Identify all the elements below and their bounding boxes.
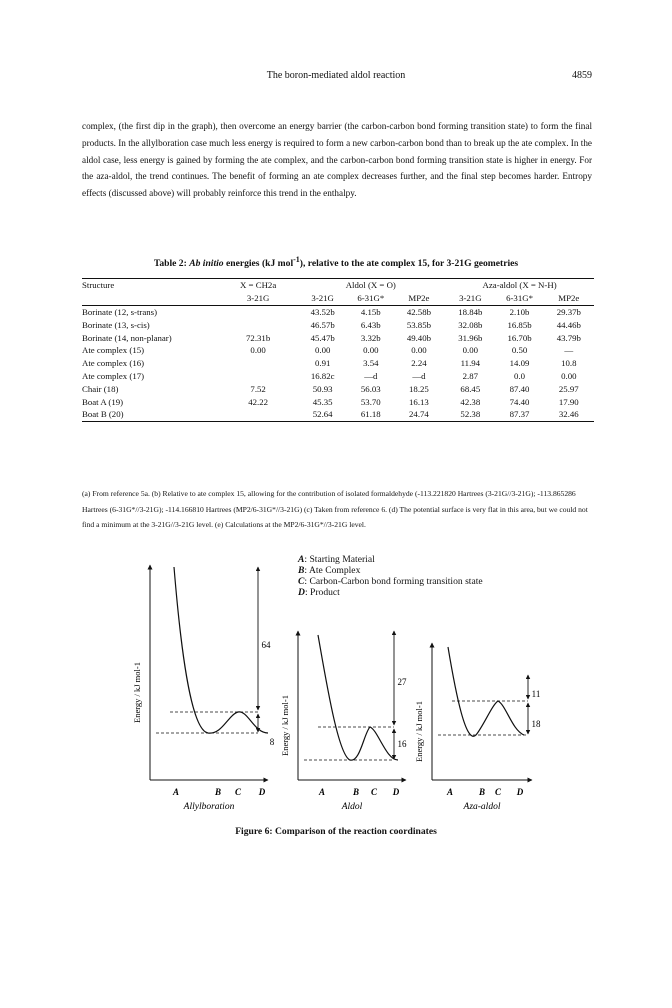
barrier-value: 11 (531, 689, 541, 699)
subheader-cell (82, 292, 220, 305)
table-cell: 87.40 (509, 383, 530, 394)
table-cell: —d (412, 370, 426, 381)
subheader-cell: 3-21G (445, 292, 495, 305)
table-cell: 17.90 (558, 396, 579, 407)
table-cell: 32.08b (458, 319, 483, 330)
table-cell: 0.00 (250, 345, 266, 356)
table-row (82, 344, 594, 357)
panel-title: Allylboration (183, 802, 235, 812)
table-cell: 0.00 (561, 370, 577, 381)
table-cell: 16.82c (310, 370, 335, 381)
tick-label: C (234, 787, 242, 797)
tick-label: C (494, 787, 502, 797)
legend-key: A (298, 554, 305, 565)
table-cell: 16.70b (507, 332, 532, 343)
table-cell: 56.03 (360, 383, 381, 394)
legend-key: D (298, 587, 305, 598)
table-row (82, 408, 594, 421)
subheader-cell: 3-21G (296, 292, 349, 305)
table-cell: 46.57b (310, 319, 335, 330)
energy-curve (448, 647, 524, 736)
table-cell: —d (364, 370, 378, 381)
table-cell: 43.52b (310, 306, 335, 317)
table-cell: 43.79b (556, 332, 581, 343)
subheader-cell: 6-31G* (349, 292, 393, 305)
header-ch2: X = CH2a (220, 279, 297, 292)
table-cell: 61.18 (349, 408, 393, 421)
y-axis-label: Energy / kJ mol-1 (414, 701, 424, 762)
tick-label: D (392, 787, 400, 797)
table-cell: 0.50 (511, 345, 528, 356)
legend-text: : Product (304, 587, 340, 598)
header-structure: Structure (82, 279, 220, 292)
table-cell: 18.25 (409, 383, 429, 394)
table-cell: 0.91 (314, 358, 331, 369)
page-header (0, 70, 672, 84)
table-cell (220, 318, 297, 331)
complex-value: 8 (269, 737, 275, 747)
tick-label: B (478, 787, 486, 797)
header-aza-aldol: Aza-aldol (X = N-H) (445, 279, 594, 292)
body-paragraph: complex, (the first dip in the graph), then overcome an energy barrier (the carbon-carbon bond forming transition state) to form the final products. In the allylboration case much less energy is required to form a new carbon-carbon bond than to break up the ate complex. In the aldol case, less energy is gained by forming the ate complex, and the carbon-carbon bond forming transition state is higher in energy. For the aza-aldol, the trend continues. The benefit of forming an ate complex decreases further, and the final step becomes harder. Entropy effects (discussed above) will probably reinforce this trend in the enthalpy. (82, 121, 592, 199)
table-subheader-row (82, 292, 594, 305)
table-cell: 45.47b (310, 332, 335, 343)
table-cell: 68.45 (460, 383, 481, 394)
table-cell: 7.52 (250, 383, 266, 394)
barrier-value: 64 (261, 640, 271, 650)
table-footnotes: (a) From reference 5a. (b) Relative to ate complex 15, allowing for the contribution of isolated formaldehyde (-113.221820 Hartrees (3-21G//3-21G); -113.865286 Hartrees (6-31G*//3-21G); -114.166810 Hartrees (MP2/6-31G*//3-21G) (c) Taken from reference 6. (d) The potential surface is very flat in this area, but we could not find a minimum at the 3-21G//3-21G level. (e) Calculations at the MP2/6-31G*//3-21G level. (82, 489, 588, 529)
table-cell: 10.8 (561, 358, 577, 369)
header-aldol: Aldol (X = O) (296, 279, 445, 292)
legend-text: : Starting Material (304, 554, 375, 565)
reaction-panel (414, 643, 541, 812)
table-cell: — (564, 345, 574, 356)
table-cell (220, 357, 297, 370)
table-cell: 6.43b (360, 319, 381, 330)
table-cell: Borinate (12, s-trans) (82, 306, 157, 317)
table-cell: 74.40 (509, 396, 530, 407)
tick-label: A (318, 787, 326, 797)
complex-value: 16 (397, 739, 407, 749)
table-cell: Boat B (20) (82, 408, 220, 421)
table-cell: 44.46b (556, 319, 581, 330)
table-cell: 3.54 (363, 358, 379, 369)
table-group-header-row (82, 279, 594, 292)
table-cell: 4.15b (360, 306, 381, 317)
table-caption-rest: energies (kJ mol (223, 258, 294, 270)
table-row (82, 318, 594, 331)
table-cell: 52.64 (296, 408, 349, 421)
table-row (82, 357, 594, 370)
legend-key: B (298, 565, 305, 576)
legend-text: : Ate Complex (304, 565, 361, 576)
energy-curve (318, 635, 398, 760)
table-row (82, 370, 594, 383)
tick-label: D (516, 787, 524, 797)
table-cell: 87.37 (495, 408, 543, 421)
table-cell: 52.38 (445, 408, 495, 421)
reaction-coordinate-figure (130, 555, 550, 820)
page-number: 4859 (572, 70, 592, 81)
table-cell: 0.0 (514, 370, 526, 381)
table-cell: 2.87 (462, 370, 479, 381)
table-cell: 14.09 (509, 358, 530, 369)
table-row (82, 395, 594, 408)
table-cell: Ate complex (17) (82, 370, 145, 381)
table-cell: 45.35 (312, 396, 333, 407)
table-cell: 16.13 (409, 396, 429, 407)
barrier-value: 27 (397, 677, 407, 687)
panel-title: Aldol (341, 802, 363, 812)
subheader-cell: MP2e (393, 292, 446, 305)
subheader-cell: MP2e (544, 292, 594, 305)
table-cell: 25.97 (558, 383, 579, 394)
table-cell: 50.93 (312, 383, 333, 394)
y-axis-label: Energy / kJ mol-1 (132, 662, 142, 723)
table-cell: 32.46 (544, 408, 594, 421)
tick-label: B (352, 787, 360, 797)
table-cell: 0.00 (462, 345, 479, 356)
table-cell: 72.31b (246, 332, 271, 343)
table-caption-prefix: Table 2: (153, 258, 190, 270)
tick-label: D (258, 787, 266, 797)
y-axis-label: Energy / kJ mol-1 (280, 695, 290, 756)
table-cell (220, 370, 297, 383)
table-cell: Borinate (14, non-planar) (82, 332, 172, 343)
table-cell: Ate complex (15) (82, 345, 145, 356)
table-cell: Chair (18) (82, 383, 119, 394)
table-row (82, 305, 594, 318)
table-cell: Borinate (13, s-cis) (82, 319, 150, 330)
table-caption-exp: -1 (293, 255, 300, 264)
table-caption-end: ), relative to the ate complex 15, for 3-21G geometries (299, 258, 519, 270)
tick-label: A (446, 787, 454, 797)
table-cell: 42.22 (248, 396, 269, 407)
table-cell: 24.74 (393, 408, 446, 421)
running-title: The boron-mediated aldol reaction (266, 70, 406, 81)
tick-label: A (172, 787, 180, 797)
table-cell: 18.84b (458, 306, 483, 317)
table-cell: 2.10b (509, 306, 530, 317)
table-caption (0, 255, 672, 269)
table-cell: Boat A (19) (82, 396, 124, 407)
table-cell: 16.85b (507, 319, 532, 330)
reaction-panel (132, 565, 275, 812)
legend-key: C (298, 576, 305, 587)
table-cell (220, 408, 297, 421)
table-cell: 3.32b (360, 332, 381, 343)
figure-caption: Figure 6: Comparison of the reaction coordinates (235, 826, 437, 837)
table-cell: 0.00 (363, 345, 379, 356)
complex-value: 18 (531, 719, 541, 729)
table-cell: 31.96b (458, 332, 483, 343)
panel-title: Aza-aldol (463, 802, 501, 812)
table-cell: 29.37b (556, 306, 581, 317)
subheader-cell: 6-31G* (495, 292, 543, 305)
table-row (82, 331, 594, 344)
tick-label: B (214, 787, 222, 797)
energy-curve (174, 567, 268, 733)
table-cell: 2.24 (411, 358, 427, 369)
table-cell: 11.94 (460, 358, 481, 369)
table-cell: 0.00 (411, 345, 427, 356)
energy-table (82, 278, 594, 422)
legend-text: : Carbon-Carbon bond forming transition state (304, 576, 483, 587)
reaction-panel (280, 631, 407, 812)
table-row (82, 382, 594, 395)
table-cell: 0.00 (314, 345, 331, 356)
table-caption-italic: Ab initio (189, 258, 224, 270)
table-cell: 42.38 (460, 396, 481, 407)
table-cell: 53.70 (360, 396, 381, 407)
tick-label: C (370, 787, 378, 797)
table-cell: 53.85b (406, 319, 432, 330)
subheader-cell: 3-21G (220, 292, 297, 305)
table-cell: Ate complex (16) (82, 358, 145, 369)
table-cell (220, 305, 297, 318)
table-cell: 49.40b (406, 332, 432, 343)
table-cell: 42.58b (406, 306, 432, 317)
